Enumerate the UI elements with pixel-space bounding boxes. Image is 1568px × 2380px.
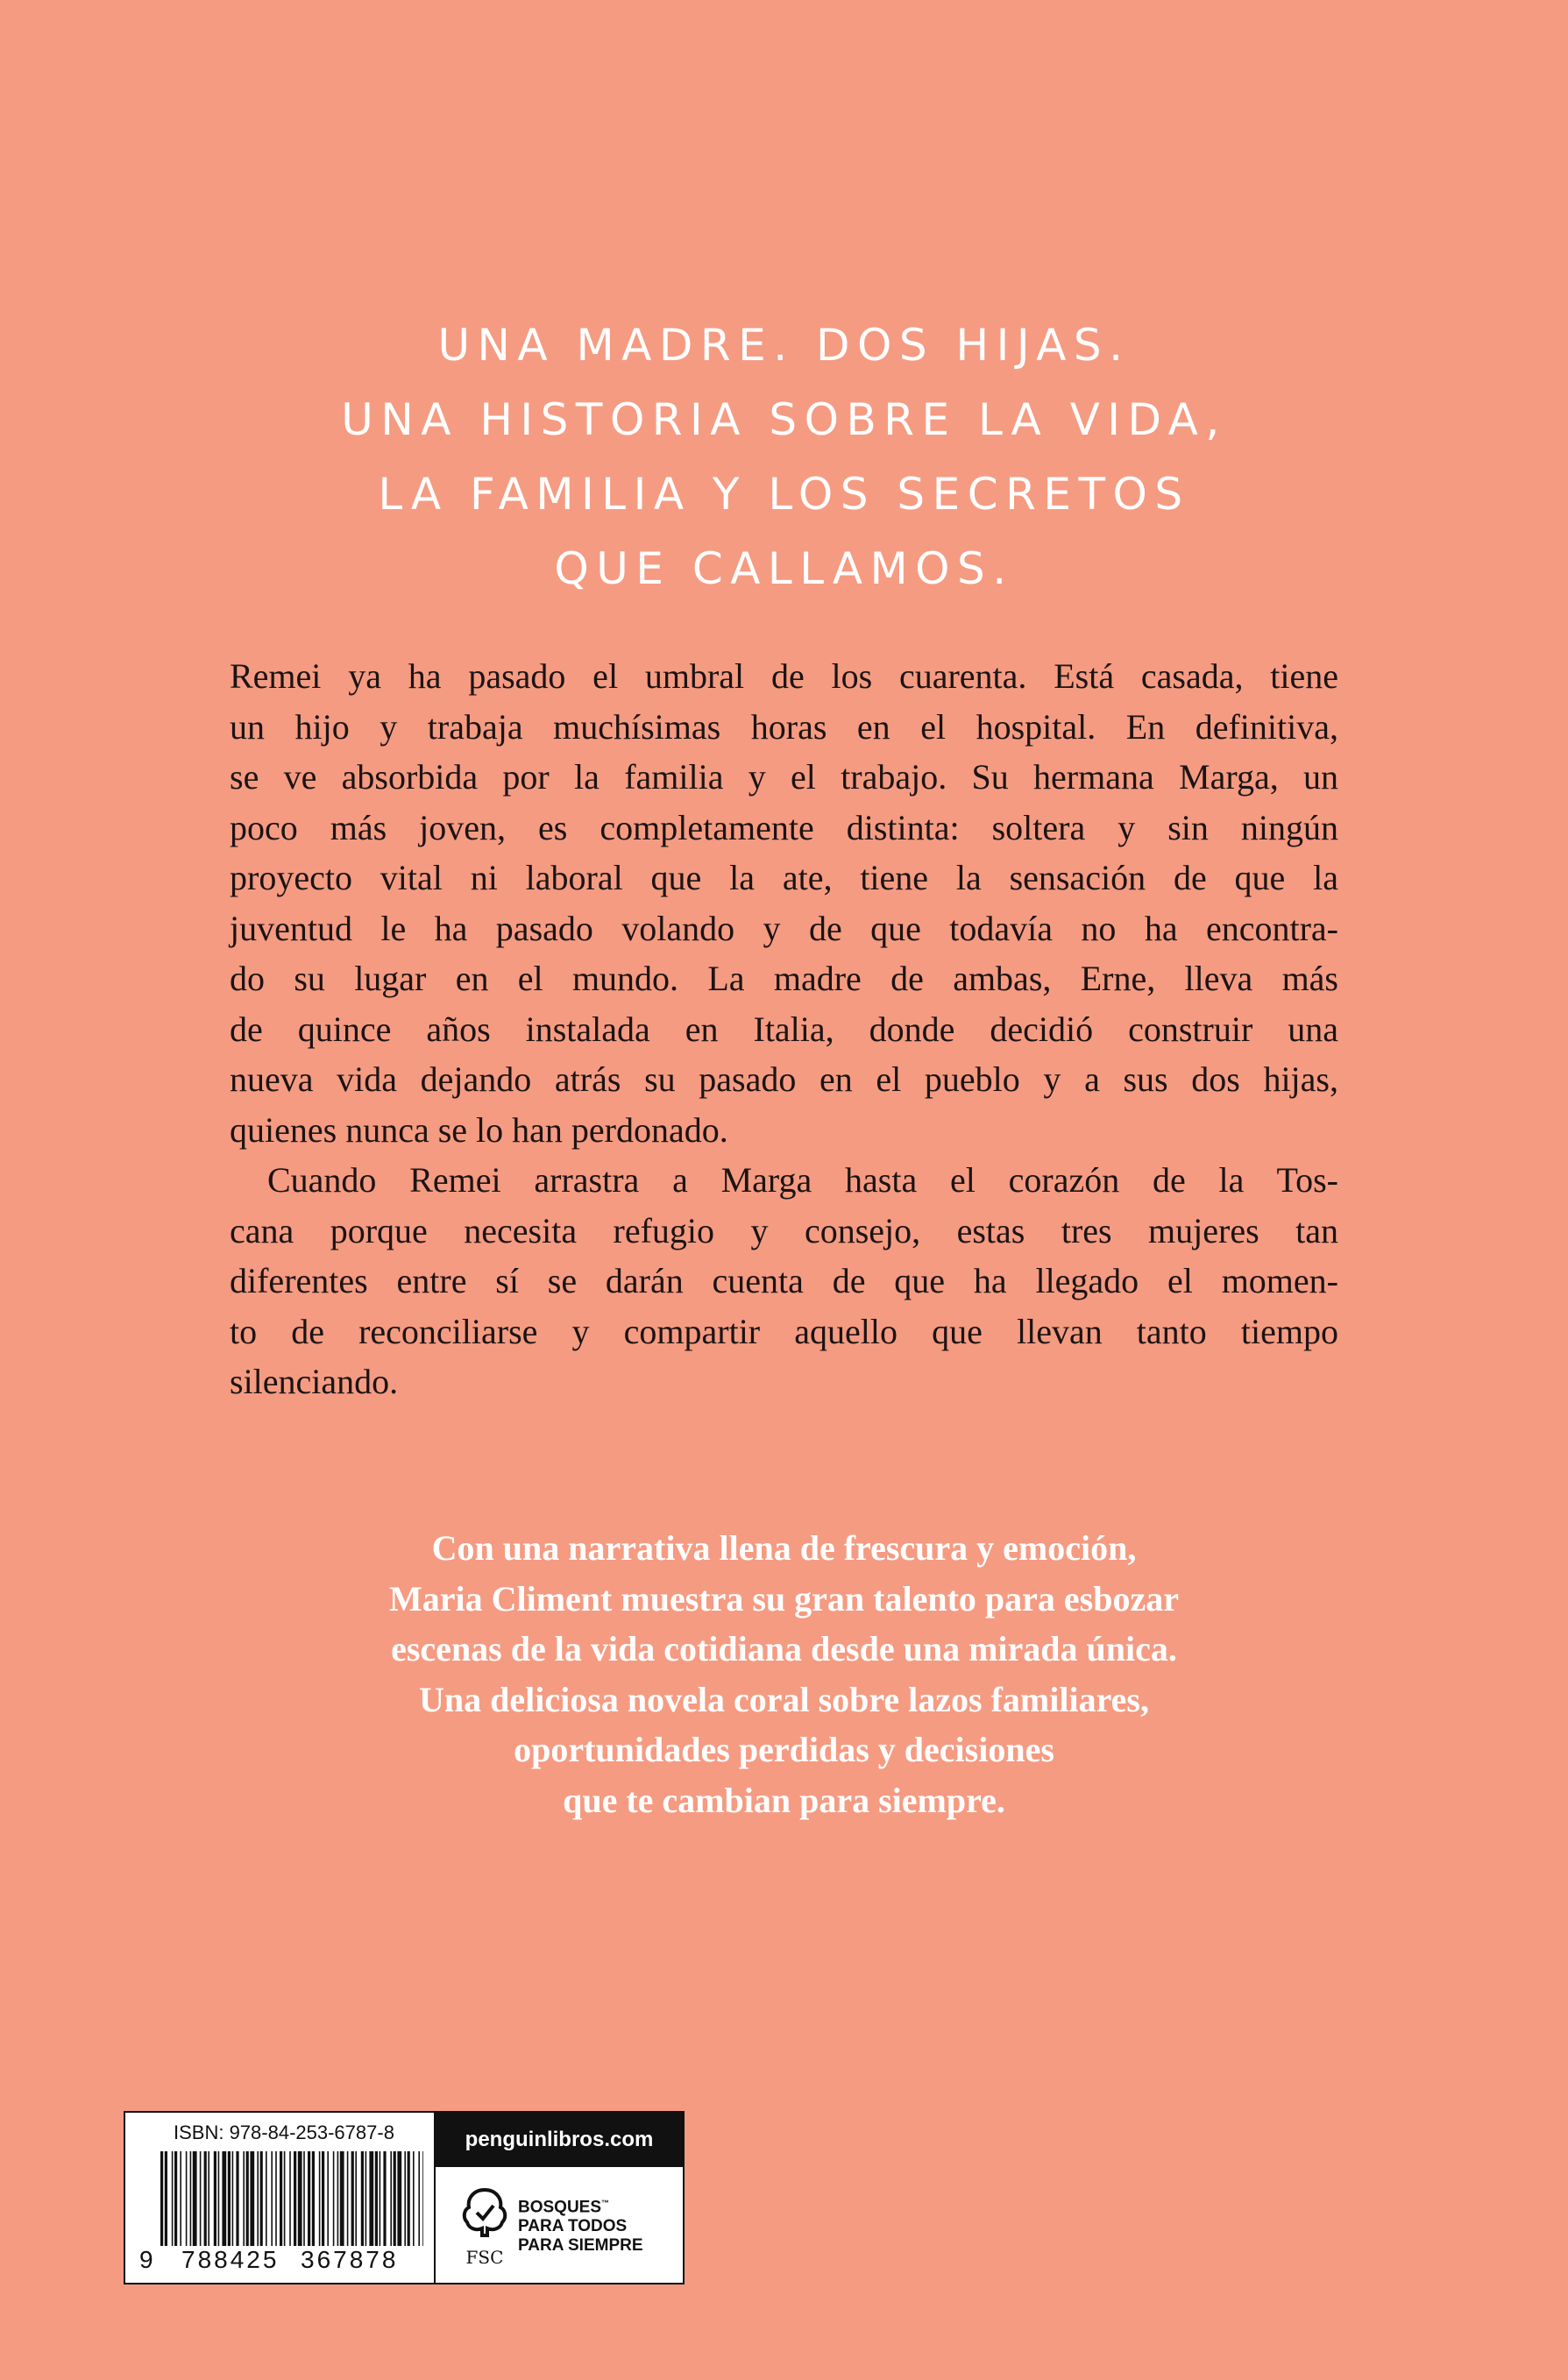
barcode-bar (228, 2151, 231, 2246)
barcode-bar (380, 2151, 381, 2246)
barcode-bar (160, 2151, 163, 2246)
synopsis (230, 651, 1338, 1407)
synopsis-line: Remei ya ha pasado el umbral de los cuarenta. Está casada, tiene (230, 656, 1338, 696)
synopsis-line: nueva vida dejando atrás su pasado en el pueblo y a sus dos hijas, (230, 1059, 1338, 1099)
blurb-line: Maria Climent muestra su gran talento para esbozar (389, 1578, 1179, 1619)
barcode-bar (204, 2151, 207, 2246)
headline (0, 308, 1568, 606)
blurb-line: que te cambian para siempre. (563, 1780, 1005, 1820)
barcode-bar (275, 2151, 277, 2246)
barcode-bar (351, 2151, 354, 2246)
barcode-bar (390, 2151, 392, 2246)
barcode-bar (289, 2151, 291, 2246)
barcode-bar (375, 2151, 378, 2246)
synopsis-line: quienes nunca se lo han perdonado. (230, 1109, 728, 1150)
barcode-bar (322, 2151, 324, 2246)
barcode-digit-group: 788425 (181, 2246, 280, 2273)
barcode-bar (284, 2151, 286, 2246)
barcode-bar (355, 2151, 357, 2246)
barcode-bar (193, 2151, 197, 2246)
barcode-bar (365, 2151, 367, 2246)
synopsis-line: do su lugar en el mundo. La madre de ambas, Erne, lleva más (230, 959, 1338, 998)
synopsis-line: poco más joven, es completamente distinta: soltera y sin ningún (230, 807, 1338, 847)
barcode-bar (222, 2151, 226, 2246)
blurb-line: oportunidades perdidas y decisiones (514, 1730, 1054, 1769)
fsc-slogan-line: PARA SIEMPRE (518, 2236, 643, 2256)
barcode-bar (298, 2151, 302, 2246)
blurb-line: Una deliciosa novela coral sobre lazos familiares, (419, 1679, 1149, 1719)
publisher-website: penguinlibros.com (436, 2113, 683, 2167)
barcode-bar (408, 2151, 410, 2246)
barcode-bar (333, 2151, 335, 2246)
barcode-panel (125, 2113, 436, 2283)
barcode-bar (404, 2151, 406, 2246)
blurb-line: Con una narrativa llena de frescura y emoción, (431, 1528, 1137, 1568)
barcode-bar (361, 2151, 364, 2246)
fsc-slogan-line: PARA TODOS (518, 2217, 628, 2236)
barcode-bar (347, 2151, 349, 2246)
barcode-bar (243, 2151, 245, 2246)
barcode-bar (418, 2151, 420, 2246)
synopsis-line: Cuando Remei arrastra a Marga hasta el corazón de la Tos- (267, 1160, 1338, 1200)
synopsis-line: juventud le ha pasado volando y de que todavía no ha encontra- (230, 908, 1338, 948)
barcode-bar (383, 2151, 386, 2246)
barcode-bar (394, 2151, 396, 2246)
barcode-digit-group: 367878 (301, 2246, 399, 2273)
barcode-bar (271, 2151, 273, 2246)
fsc-tree-check-icon (458, 2183, 511, 2270)
barcode-bar (303, 2151, 305, 2246)
synopsis-line: de quince años instalada en Italia, donde decidió construir una (230, 1009, 1338, 1049)
barcode-icon (160, 2151, 423, 2246)
barcode-bar (257, 2151, 259, 2246)
headline-line: LA FAMILIA Y LOS SECRETOS (378, 469, 1190, 520)
fsc-slogan (518, 2193, 643, 2256)
blurb-line: escenas de la vida cotidiana desde una mirada única. (391, 1629, 1177, 1668)
barcode-bar (236, 2151, 238, 2246)
barcode-bar (397, 2151, 401, 2246)
barcode-bar (369, 2151, 373, 2246)
barcode-bar (312, 2151, 315, 2246)
barcode-bar (214, 2151, 216, 2246)
fsc-label: FSC (465, 2247, 504, 2268)
isbn-label: ISBN: 978-84-253-6787-8 (174, 2121, 394, 2143)
headline-line: UNA HISTORIA SOBRE LA VIDA, (341, 394, 1227, 445)
synopsis-line: proyecto vital ni laboral que la ate, tiene la sensación de que la (230, 858, 1338, 897)
barcode-bar (208, 2151, 209, 2246)
barcode-bar (294, 2151, 296, 2246)
fsc-slogan-line: BOSQUES (518, 2198, 602, 2217)
synopsis-line: silenciando. (230, 1362, 399, 1401)
synopsis-line: se ve absorbida por la familia y el trabajo. Su hermana Marga, un (230, 757, 1338, 797)
barcode-bar (319, 2151, 321, 2246)
barcode-bar (218, 2151, 220, 2246)
barcode-bar (260, 2151, 263, 2246)
barcode-box (124, 2111, 685, 2284)
barcode-bar (337, 2151, 339, 2246)
barcode-bar (165, 2151, 167, 2246)
synopsis-line: diferentes entre sí se darán cuenta de que ha llegado el momen- (230, 1261, 1338, 1300)
synopsis-line: un hijo y trabaja muchísimas horas en el hospital. En definitiva, (230, 706, 1338, 747)
blurb (0, 1523, 1568, 1825)
barcode-bar (266, 2151, 267, 2246)
synopsis-line: cana porque necesita refugio y consejo, estas tres mujeres tan (230, 1210, 1338, 1250)
barcode-bar (180, 2151, 181, 2246)
barcode-bar (340, 2151, 344, 2246)
fsc-trademark: ™ (601, 2199, 610, 2207)
publisher-panel (436, 2113, 683, 2283)
barcode-bar (280, 2151, 282, 2246)
barcode-bar (174, 2151, 177, 2246)
headline-line: UNA MADRE. DOS HIJAS. (437, 320, 1131, 371)
synopsis-line: to de reconciliarse y compartir aquello que llevan tanto tiempo (230, 1311, 1338, 1351)
barcode-digit-first: 9 (139, 2246, 153, 2273)
barcode-bar (246, 2151, 249, 2246)
barcode-bar (172, 2151, 174, 2246)
barcode-bar (308, 2151, 310, 2246)
barcode-bar (200, 2151, 202, 2246)
barcode-bar (232, 2151, 234, 2246)
barcode-bar (186, 2151, 188, 2246)
barcode-bar (413, 2151, 415, 2246)
barcode-bar (327, 2151, 329, 2246)
headline-line: QUE CALLAMOS. (554, 543, 1014, 594)
barcode-bar (250, 2151, 254, 2246)
barcode-bar (190, 2151, 192, 2246)
barcode-bar (422, 2151, 423, 2246)
